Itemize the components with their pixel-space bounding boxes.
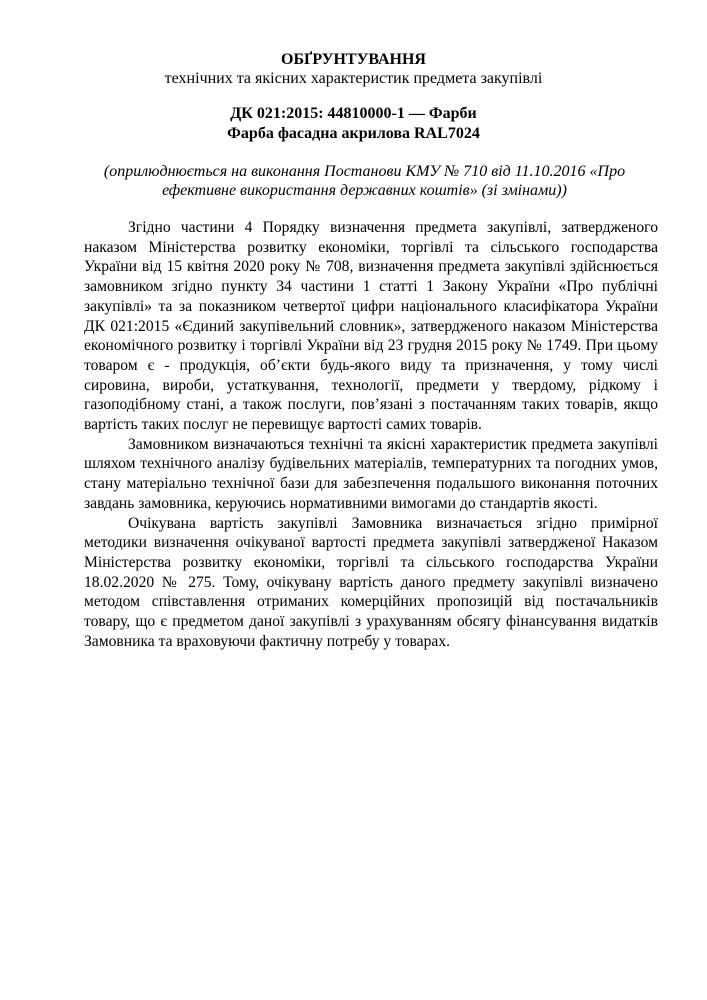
paragraph-technical-characteristics: Замовником визначаються технічні та якісні характеристик предмета закупівлі шляхом технічного аналізу будівельних матеріалів, температурних та погодних умов, стану матеріально технічної бази для забезпечення подальшого виконання поточних завдань замовника, керуючись нормативними вимогами до стандартів якості. (84, 435, 658, 512)
document-title: ОБҐРУНТУВАННЯ (281, 51, 426, 68)
product-name: Фарба фасадна акрилова RAL7024 (227, 125, 480, 142)
publication-note: (оприлюднюється на виконання Постанови КМУ № 710 від 11.10.2016 «Про ефективне використання державних коштів» (зі змінами)) (103, 163, 626, 199)
document-body (84, 218, 658, 651)
paragraph-expected-cost: Очікувана вартість закупівлі Замовника визначається згідно примірної методики визначення очікуваної вартості предмета закупівлі затвердженої Наказом Міністерства розвитку економіки, торгівлі та сільського господарства України 18.02.2020 № 275. Тому, очікувану вартість даного предмету закупівлі визначено методом співставлення отриманих комерційних пропозицій від постачальників товару, що є предметом даної закупівлі з урахуванням обсягу фінансування видатків Замовника та враховуючи фактичну потребу у товарах. (84, 514, 658, 650)
paragraph-subject-definition: Згідно частини 4 Порядку визначення предмета закупівлі, затвердженого наказом Міністерства розвитку економіки, торгівлі та сільського господарства України від 15 квітня 2020 року № 708, визначення предмета закупівлі здійснюється замовником згідно пункту 34 частини 1 статті 1 Закону України «Про публічні закупівлі» та за показником четвертої цифри національного класифікатора України ДК 021:2015 «Єдиний закупівельний словник», затвердженого наказом Міністерства економічного розвитку і торгівлі України від 23 грудня 2015 року № 1749. При цьому товаром є - продукція, об’єкти будь-якого виду та призначення, у тому числі сировина, вироби, устаткування, технології, предмети у твердому, рідкому і газоподібному стані, а також послуги, пов’язані з постачанням таких товарів, якщо вартість таких послуг не перевищує вартості самих товарів. (84, 219, 658, 434)
classifier-code: ДК 021:2015: 44810000-1 — Фарби (230, 105, 477, 122)
document-subtitle: технічних та якісних характеристик предмета закупівлі (164, 70, 543, 87)
